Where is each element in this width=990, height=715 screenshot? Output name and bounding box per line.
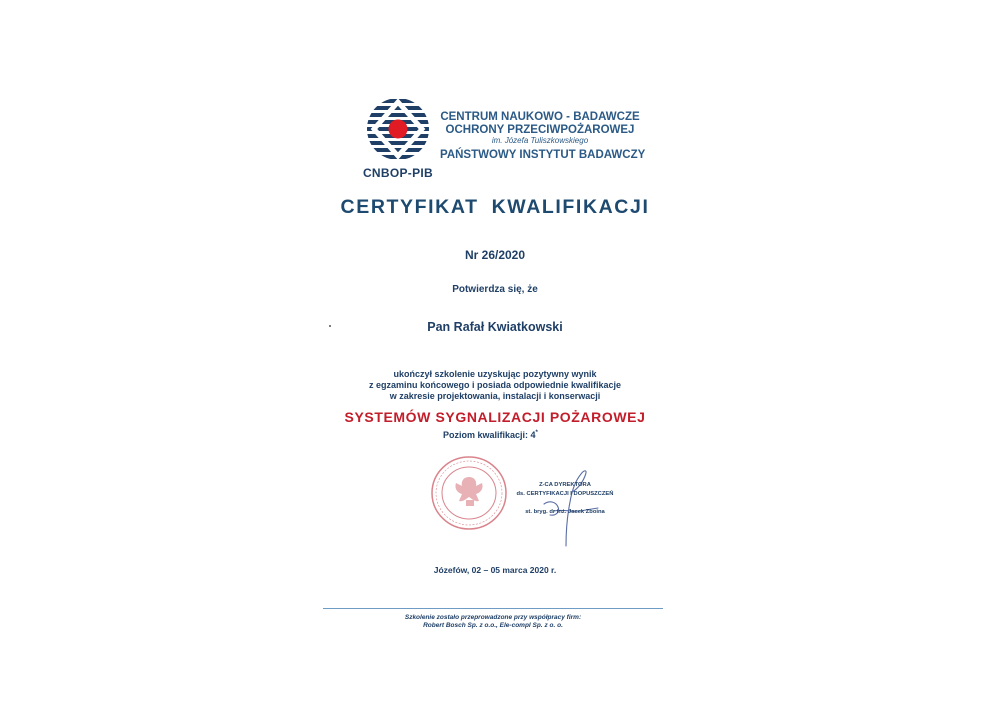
confirm-text: Potwierdza się, że [452,284,538,295]
certificate-number: Nr 26/2020 [464,248,526,262]
signatory-name: st. bryg. dr inż. Jacek Zboina [525,509,605,515]
certificate-title: CERTYFIKAT KWALIFIKACJI [340,196,650,218]
level-text: Poziom kwalifikacji: 4 [443,430,536,440]
signatory-title-line1: Z-CA DYREKTORA [539,482,591,488]
logo-label: CNBOP-PIB [362,166,434,180]
footer-divider [323,608,663,609]
body-line-2: z egzaminu końcowego i posiada odpowiednie kwalifikacje [368,380,622,390]
official-stamp-icon [428,453,510,533]
recipient-name: Pan Rafał Kwiatkowski [427,320,563,334]
qualification-level [443,430,563,440]
scan-dot [329,325,331,327]
footer-line-2: Robert Bosch Sp. z o.o., Ele-compl Sp. z o. o. [423,622,563,629]
footer-line-1: Szkolenie zostało przeprowadzone przy współpracy firm: [404,614,582,621]
body-line-3: w zakresie projektowania, instalacji i konserwacji [389,391,601,401]
level-footnote-mark: * [535,430,538,436]
signatory-title-line2: ds. CERTYFIKACJI I DOPUSZCZEŃ [516,491,614,497]
org-name-line3: PAŃSTWOWY INSTYTUT BADAWCZY [440,149,646,161]
org-patron: im. Józefa Tuliszkowskiego [491,136,589,145]
cnbop-emblem-icon [360,96,436,164]
qualification-subject: SYSTEMÓW SYGNALIZACJI POŻAROWEJ [344,409,646,425]
place-date: Józefów, 02 – 05 marca 2020 r. [433,565,557,575]
org-name-line2: OCHRONY PRZECIWPOŻAROWEJ [445,124,635,136]
handwritten-signature-icon [536,462,606,552]
org-name-line1: CENTRUM NAUKOWO - BADAWCZE [440,111,640,123]
cnbop-logo [360,96,436,182]
body-line-1: ukończył szkolenie uzyskując pozytywny wynik [393,369,597,379]
